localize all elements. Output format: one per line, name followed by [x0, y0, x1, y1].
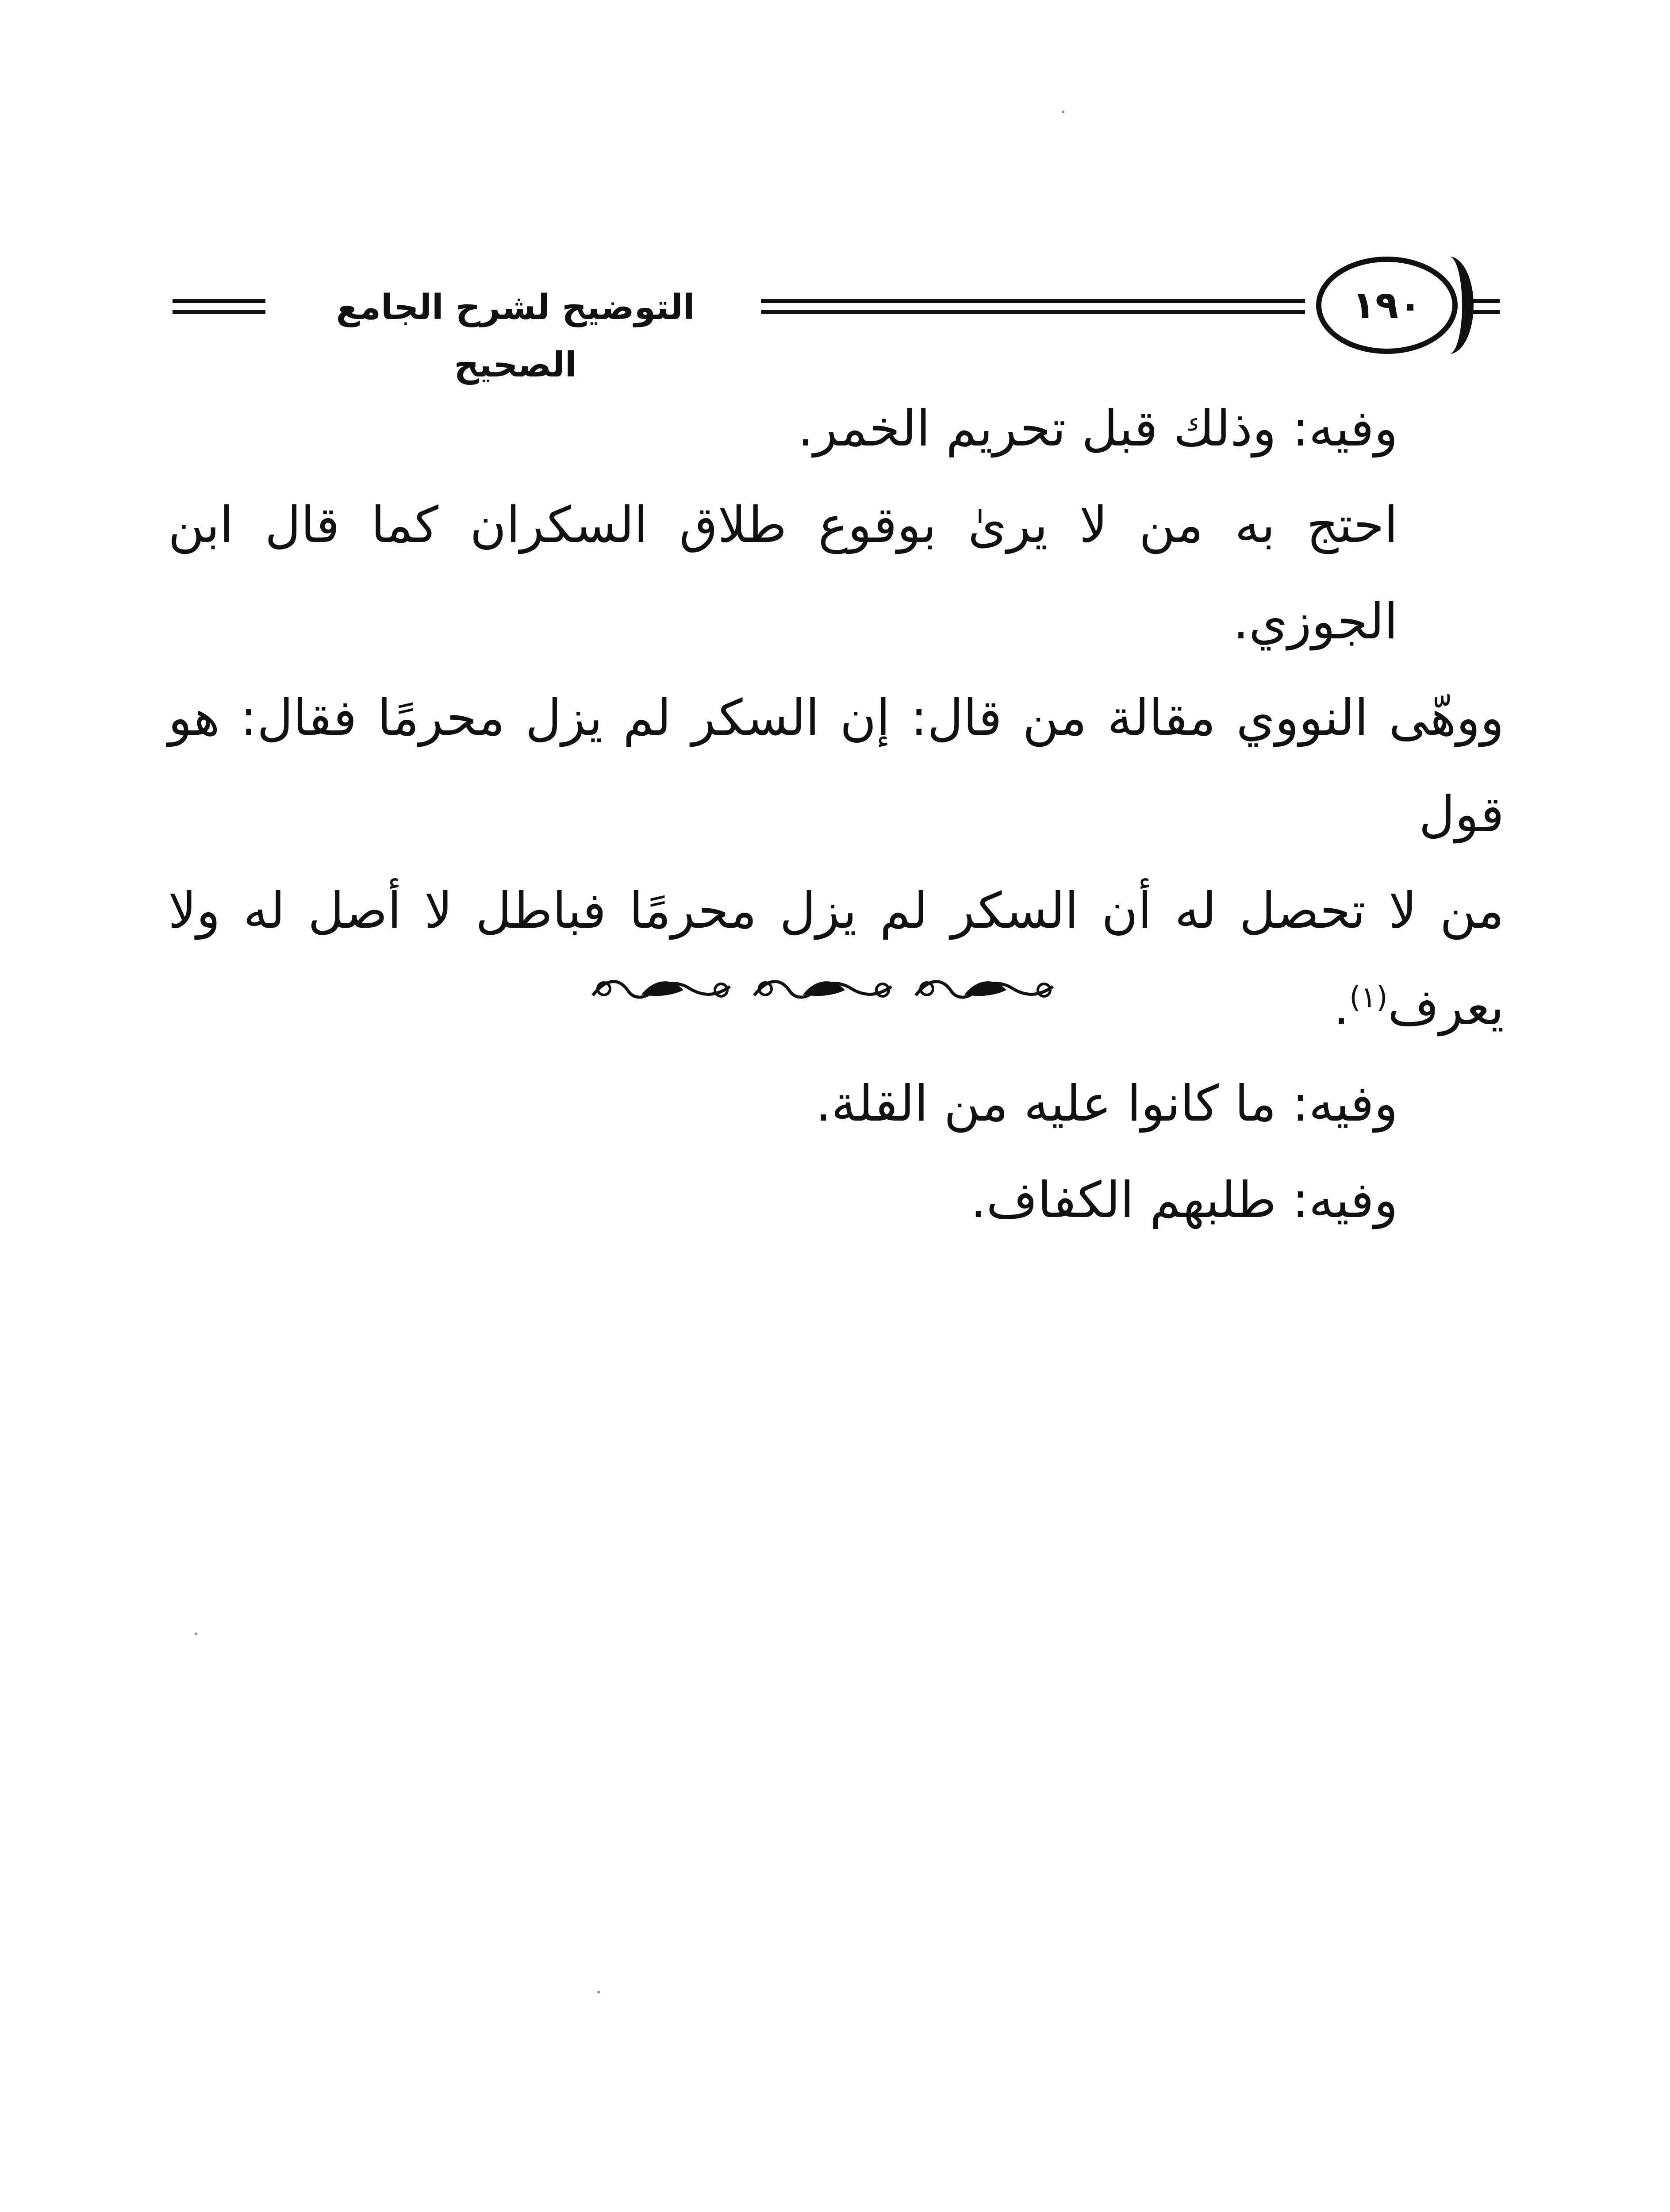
- header-double-rule-right: [1469, 299, 1500, 314]
- floral-divider-icon-center: [750, 969, 896, 1009]
- page-number: ١٩٠: [1352, 283, 1422, 327]
- floral-divider-icon-left: [588, 969, 734, 1009]
- floral-divider-icon: [588, 969, 1057, 1009]
- floral-divider-icon-right: [911, 969, 1057, 1009]
- scan-speck: [1062, 111, 1064, 113]
- body-line-4-text: من لا تحصل له أن السكر لم يزل محرمًا فباطل لا أصل له ولا يعرف: [168, 882, 1504, 1036]
- body-line-3: ووهّى النووي مقالة من قال: إن السكر لم يزل محرمًا فقال: هو قول: [168, 689, 1504, 843]
- body-line-6: وفيه: طلبهم الكفاف.: [970, 1171, 1398, 1229]
- body-line-2: احتج به من لا يرىٰ بوقوع طلاق السكران كما قال ابن الجوزي.: [168, 496, 1398, 650]
- body-line-5: وفيه: ما كانوا عليه من القلة.: [815, 1075, 1398, 1133]
- body-text: [168, 380, 1504, 1248]
- body-line-4: [168, 863, 1504, 1056]
- footnote-reference: (١): [1349, 980, 1388, 1014]
- header-double-rule-middle: [761, 299, 1305, 314]
- header-double-rule-left: [173, 299, 265, 314]
- running-title: التوضيح لشرح الجامع الصحيح: [336, 288, 695, 385]
- scan-speck: [195, 1632, 197, 1635]
- body-line-4-end: .: [1333, 979, 1349, 1036]
- running-header: [173, 248, 1500, 385]
- body-line-1: وفيه: وذلك قبل تحريم الخمر.: [798, 400, 1398, 457]
- page-number-badge: [1316, 257, 1458, 354]
- scan-speck: [597, 1991, 600, 1993]
